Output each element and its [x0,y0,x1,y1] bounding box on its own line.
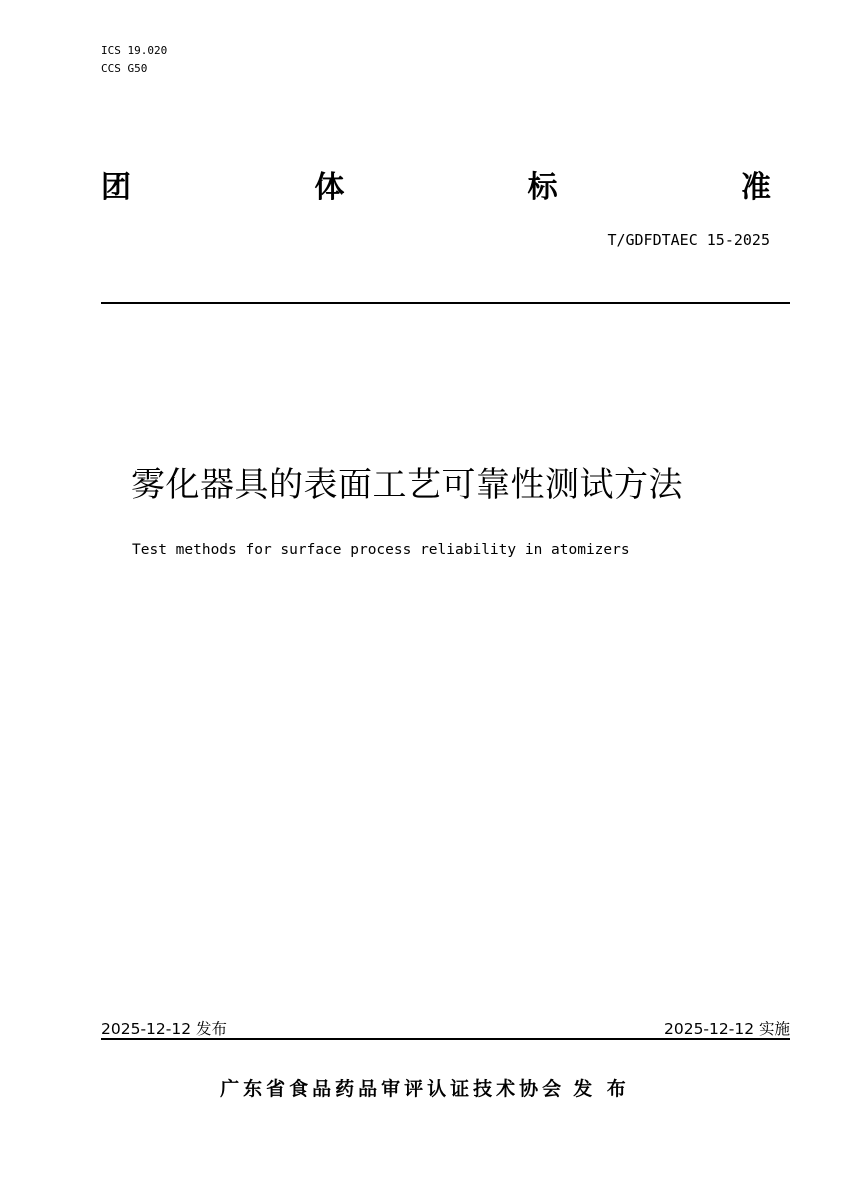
title-english: Test methods for surface process reliability in atomizers [132,542,630,558]
standard-type-char: 体 [314,170,345,205]
implementation-date: 2025-12-12 实施 [663,1020,790,1038]
publisher-line [0,1074,850,1101]
title-chinese: 雾化器具的表面工艺可靠性测试方法 [131,465,683,505]
publisher-name: 广东省食品药品审评认证技术协会 [220,1078,566,1100]
top-divider [101,302,790,304]
bottom-divider [101,1038,790,1040]
classification-block [101,42,167,78]
ics-code: ICS 19.020 [101,44,168,57]
standard-type-char: 团 [101,170,131,205]
standard-type-char: 标 [527,170,558,205]
standard-type-heading [101,162,771,206]
publisher-action: 发 布 [573,1078,630,1100]
issue-date: 2025-12-12 发布 [101,1020,228,1038]
standard-type-char: 准 [740,170,771,205]
ccs-code: CCS G50 [101,62,148,75]
standard-number: T/GDFDTAEC 15-2025 [607,231,770,249]
